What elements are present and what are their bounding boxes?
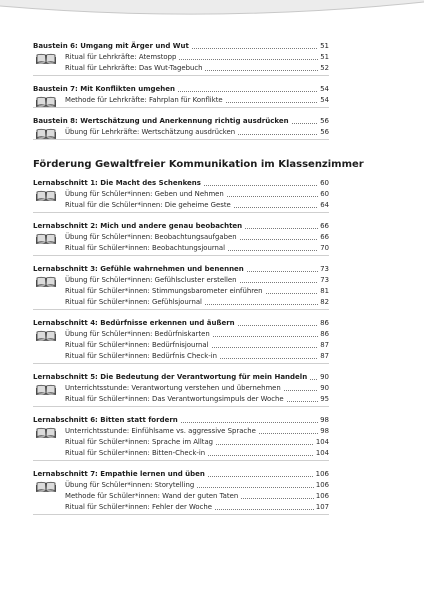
dot-leader (238, 325, 318, 326)
toc-entry-page: 86 (320, 330, 329, 338)
toc-items (65, 188, 329, 210)
block-divider (33, 309, 329, 310)
dot-leader (241, 498, 314, 499)
dot-leader (287, 401, 319, 402)
toc-entry (65, 285, 329, 296)
toc-heading-label: Baustein 7: Mit Konflikten umgehen (33, 85, 175, 93)
open-book-icon (36, 95, 56, 107)
toc-entry-page: 64 (320, 201, 329, 209)
toc-entry-page: 90 (320, 384, 329, 392)
toc-heading-label: Lernabschnitt 3: Gefühle wahrnehmen und benennen (33, 265, 244, 273)
toc-heading-page: 98 (320, 416, 329, 424)
toc-entry-page: 56 (320, 128, 329, 136)
toc-entry (65, 296, 329, 307)
toc-block (33, 263, 329, 310)
toc-heading (33, 468, 329, 479)
toc-heading-page: 73 (320, 265, 329, 273)
toc-heading (33, 115, 329, 126)
toc-block (33, 468, 329, 515)
dot-leader (240, 239, 319, 240)
icon-column (33, 328, 65, 361)
toc-entry-label: Übung für Schüler*innen: Gefühlscluster erstellen (65, 276, 237, 284)
toc-entry-label: Ritual für Schüler*innen: Stimmungsbarometer einführen (65, 287, 263, 295)
dot-leader (226, 102, 319, 103)
dot-leader (213, 336, 319, 337)
toc-items (65, 479, 329, 512)
toc-entry-label: Ritual für Schüler*innen: Fehler der Woche (65, 503, 213, 511)
toc-entry-page: 60 (320, 190, 329, 198)
toc-block (33, 115, 329, 140)
toc-entry-page: 51 (320, 53, 329, 61)
toc-heading-label: Lernabschnitt 6: Bitten statt fordern (33, 416, 178, 424)
toc-block-body (33, 188, 329, 210)
dot-leader (208, 455, 314, 456)
toc-entry (65, 393, 329, 404)
toc-entry (65, 328, 329, 339)
toc-heading-page: 106 (315, 470, 329, 478)
toc-block (33, 371, 329, 407)
dot-leader (205, 70, 318, 71)
icon-column (33, 94, 65, 105)
icon-column (33, 425, 65, 458)
toc-heading (33, 177, 329, 188)
toc-entry-page: 52 (320, 64, 329, 72)
toc-entry-label: Unterrichtsstunde: Verantwortung verstehen und übernehmen (65, 384, 281, 392)
toc-entry-page: 87 (320, 341, 329, 349)
toc-entry (65, 436, 329, 447)
toc-entry-label: Unterrichtsstunde: Einfühlsame vs. aggressive Sprache (65, 427, 256, 435)
toc-items (65, 274, 329, 307)
toc-heading-page: 54 (320, 85, 329, 93)
dot-leader (216, 444, 314, 445)
toc-entry-label: Methode für Schüler*innen: Wand der guten Taten (65, 492, 239, 500)
toc-entry (65, 501, 329, 512)
toc-heading-page: 60 (320, 179, 329, 187)
toc-block-body (33, 425, 329, 458)
toc-entry-label: Ritual für Schüler*innen: Gefühlsjournal (65, 298, 202, 306)
toc-heading-label: Baustein 8: Wertschätzung und Anerkennung richtig ausdrücken (33, 117, 289, 125)
toc-entry-page: 73 (320, 276, 329, 284)
toc-items (65, 328, 329, 361)
dot-leader (238, 134, 318, 135)
toc-items (65, 126, 329, 137)
toc-heading-label: Lernabschnitt 5: Die Bedeutung der Verantwortung für mein Handeln (33, 373, 308, 381)
icon-column (33, 479, 65, 512)
toc-entry-page: 106 (315, 492, 329, 500)
open-book-icon (36, 189, 56, 201)
toc-heading-page: 90 (320, 373, 329, 381)
page-top-curve (0, 0, 424, 30)
icon-column (33, 188, 65, 210)
toc-items (65, 51, 329, 73)
toc-entry (65, 447, 329, 458)
toc-entry (65, 479, 329, 490)
dot-leader (181, 422, 318, 423)
toc-entry-label: Ritual für die Schüler*innen: Die geheime Geste (65, 201, 231, 209)
toc-continued-blocks (33, 40, 329, 140)
toc-entry (65, 242, 329, 253)
toc-heading-label: Lernabschnitt 4: Bedürfnisse erkennen und äußern (33, 319, 235, 327)
toc-entry (65, 126, 329, 137)
toc-block-body (33, 94, 329, 105)
toc-block-body (33, 231, 329, 253)
open-book-icon (36, 275, 56, 287)
dot-leader (247, 271, 318, 272)
block-divider (33, 460, 329, 461)
toc-entry-page: 70 (320, 244, 329, 252)
toc-entry-page: 104 (315, 438, 329, 446)
toc-heading (33, 40, 329, 51)
dot-leader (220, 358, 318, 359)
toc-heading-label: Lernabschnitt 1: Die Macht des Schenkens (33, 179, 201, 187)
dot-leader (215, 509, 314, 510)
toc-items (65, 231, 329, 253)
dot-leader (192, 48, 318, 49)
toc-entry-label: Übung für Schüler*innen: Storytelling (65, 481, 195, 489)
toc-entry-label: Methode für Lehrkräfte: Fahrplan für Konflikte (65, 96, 223, 104)
toc-heading-label: Lernabschnitt 2: Mich und andere genau beobachten (33, 222, 243, 230)
toc-entry-label: Ritual für Schüler*innen: Bedürfnisjournal (65, 341, 209, 349)
block-divider (33, 212, 329, 213)
toc-heading-label: Baustein 6: Umgang mit Ärger und Wut (33, 42, 189, 50)
dot-leader (204, 185, 318, 186)
dot-leader (227, 196, 318, 197)
toc-entry (65, 339, 329, 350)
toc-heading (33, 83, 329, 94)
toc-entry-label: Übung für Lehrkräfte: Wertschätzung ausdrücken (65, 128, 236, 136)
toc-entry-label: Ritual für Schüler*innen: Bedürfnis Check-in (65, 352, 218, 360)
toc-items (65, 94, 329, 105)
toc-entry-page: 82 (320, 298, 329, 306)
block-divider (33, 363, 329, 364)
icon-column (33, 126, 65, 137)
toc-heading (33, 263, 329, 274)
toc-entry-label: Ritual für Schüler*innen: Sprache im Alltag (65, 438, 214, 446)
toc-block (33, 317, 329, 364)
toc-entry-page: 107 (315, 503, 329, 511)
toc-items (65, 425, 329, 458)
block-divider (33, 107, 329, 108)
toc-entry-label: Ritual für Schüler*innen: Das Verantwortungsimpuls der Woche (65, 395, 284, 403)
dot-leader (234, 207, 318, 208)
table-of-contents (33, 40, 364, 522)
toc-entry-label: Ritual für Lehrkräfte: Das Wut-Tagebuch (65, 64, 203, 72)
toc-entry-page: 66 (320, 233, 329, 241)
dot-leader (212, 347, 319, 348)
icon-column (33, 274, 65, 307)
open-book-icon (36, 329, 56, 341)
toc-block-body (33, 51, 329, 73)
icon-column (33, 51, 65, 73)
open-book-icon (36, 127, 56, 139)
toc-heading-page: 86 (320, 319, 329, 327)
toc-entry-page: 81 (320, 287, 329, 295)
toc-entry (65, 199, 329, 210)
toc-entry (65, 425, 329, 436)
toc-entry-page: 104 (315, 449, 329, 457)
toc-block-body (33, 382, 329, 404)
block-divider (33, 406, 329, 407)
toc-heading-label: Lernabschnitt 7: Empathie lernen und üben (33, 470, 205, 478)
toc-block (33, 40, 329, 76)
toc-heading-page: 56 (320, 117, 329, 125)
toc-entry (65, 231, 329, 242)
open-book-icon (36, 232, 56, 244)
toc-block (33, 83, 329, 108)
toc-entry (65, 51, 329, 62)
toc-entry (65, 274, 329, 285)
block-divider (33, 139, 329, 140)
block-divider (33, 75, 329, 76)
toc-entry (65, 62, 329, 73)
dot-leader (179, 59, 318, 60)
toc-entry (65, 382, 329, 393)
toc-entry-page: 106 (315, 481, 329, 489)
toc-entry-label: Ritual für Schüler*innen: Bitten-Check-in (65, 449, 206, 457)
open-book-icon (36, 383, 56, 395)
toc-entry-label: Übung für Schüler*innen: Bedürfniskarten (65, 330, 210, 338)
toc-items (65, 382, 329, 404)
dot-leader (245, 228, 318, 229)
toc-entry-page: 95 (320, 395, 329, 403)
section-title: Förderung Gewaltfreier Kommunikation im Klassenzimmer (33, 159, 364, 170)
dot-leader (240, 282, 319, 283)
toc-entry-label: Ritual für Schüler*innen: Beobachtungsjournal (65, 244, 226, 252)
toc-entry-label: Ritual für Lehrkräfte: Atemstopp (65, 53, 177, 61)
toc-heading (33, 414, 329, 425)
toc-heading (33, 317, 329, 328)
dot-leader (197, 487, 314, 488)
toc-entry-label: Übung für Schüler*innen: Geben und Nehmen (65, 190, 224, 198)
toc-entry (65, 94, 329, 105)
toc-block-body (33, 479, 329, 512)
icon-column (33, 231, 65, 253)
dot-leader (292, 123, 319, 124)
toc-entry-page: 98 (320, 427, 329, 435)
toc-entry-page: 54 (320, 96, 329, 104)
toc-entry-page: 87 (320, 352, 329, 360)
toc-block (33, 414, 329, 461)
open-book-icon (36, 426, 56, 438)
toc-block (33, 177, 329, 213)
toc-heading-page: 66 (320, 222, 329, 230)
toc-block-body (33, 274, 329, 307)
open-book-icon (36, 480, 56, 492)
dot-leader (178, 91, 318, 92)
dot-leader (208, 476, 314, 477)
toc-entry-label: Übung für Schüler*innen: Beobachtungsaufgaben (65, 233, 237, 241)
block-divider (33, 255, 329, 256)
toc-block-body (33, 126, 329, 137)
dot-leader (259, 433, 318, 434)
block-divider (33, 514, 329, 515)
dot-leader (266, 293, 319, 294)
dot-leader (228, 250, 318, 251)
toc-section-blocks (33, 177, 329, 515)
toc-entry (65, 188, 329, 199)
toc-heading (33, 371, 329, 382)
toc-entry (65, 350, 329, 361)
icon-column (33, 382, 65, 404)
open-book-icon (36, 52, 56, 64)
toc-heading (33, 220, 329, 231)
toc-block-body (33, 328, 329, 361)
toc-block (33, 220, 329, 256)
dot-leader (284, 390, 318, 391)
dot-leader (310, 379, 318, 380)
toc-heading-page: 51 (320, 42, 329, 50)
dot-leader (205, 304, 318, 305)
toc-entry (65, 490, 329, 501)
